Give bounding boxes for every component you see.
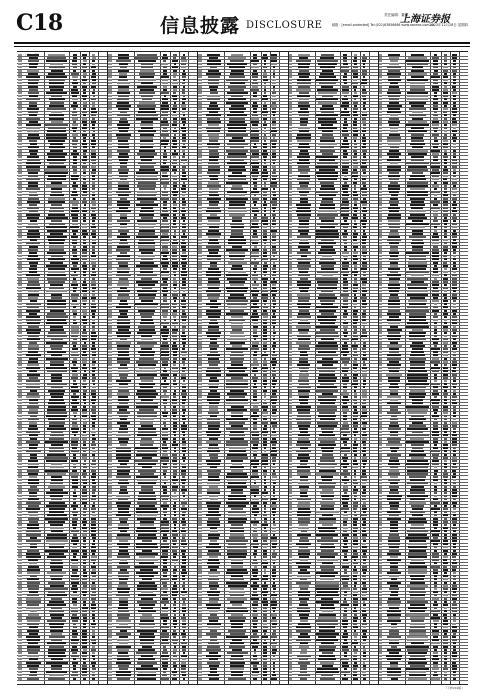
date-line: 2023年12月28日 星期四 (429, 23, 468, 27)
table-cell (73, 678, 76, 680)
masthead-rule-thin (14, 46, 470, 47)
table-cell (253, 678, 257, 680)
table-cell (137, 678, 156, 680)
masthead (14, 8, 470, 42)
table-cell (48, 678, 65, 680)
page-number: C18 (16, 10, 63, 36)
table-cell (27, 678, 39, 680)
newspaper-logo: 上海证券报 (400, 14, 450, 25)
table-row (17, 677, 107, 681)
table-column (107, 52, 197, 684)
table-cell (83, 678, 85, 680)
table-cell (117, 678, 130, 680)
disclosure-table-area (17, 52, 468, 684)
table-column (17, 52, 107, 684)
section-title-en: DISCLOSURE (246, 20, 323, 31)
row-index-cell (18, 678, 22, 680)
table-cell (172, 678, 177, 680)
table-frame-bottom (17, 684, 468, 685)
table-cell (183, 678, 185, 680)
table-cell (209, 678, 219, 680)
section-title: 信息披露 (160, 15, 241, 37)
table-row (107, 677, 197, 681)
table-row (197, 677, 287, 681)
table-cell (263, 678, 267, 680)
contact-line: 邮箱：[email protected] Tel:(021)63856686 www.ssnews.com.cn (332, 23, 435, 27)
masthead-rule-thick (14, 42, 470, 44)
table-cell (271, 678, 276, 680)
table-cell (228, 678, 246, 680)
table-cell (161, 678, 168, 680)
editor-line: 责任编辑：董鹏 (384, 13, 408, 17)
table-cell (92, 678, 95, 680)
table-column (197, 52, 287, 684)
table-column (288, 52, 378, 684)
row-index-cell (108, 678, 112, 680)
row-index-cell (198, 678, 202, 680)
